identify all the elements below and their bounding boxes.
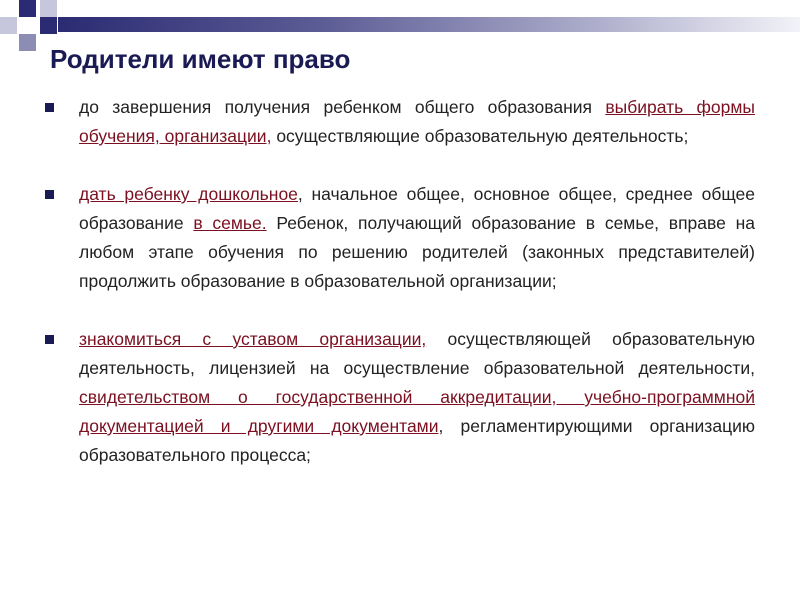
decor-square — [19, 0, 36, 17]
item-text: осуществляющей образовательную деятельность, лицензией на осуществление образовательной деятельности, — [79, 329, 755, 378]
decor-square — [40, 17, 57, 34]
hyperlink[interactable]: дать ребенку дошкольное — [79, 184, 298, 204]
item-text: , начальное общее, основное общее, среднее общее образование — [79, 184, 756, 233]
bullet-item — [45, 180, 755, 296]
decor-square — [40, 0, 57, 17]
square-bullet-icon — [45, 103, 54, 112]
hyperlink[interactable]: выбирать формы обучения, организации, — [79, 97, 755, 146]
square-bullet-icon — [45, 335, 54, 344]
square-bullet-icon — [45, 190, 54, 199]
hyperlink[interactable]: свидетельством о государственной аккредитации, учебно-программной документацией и другими документами — [79, 387, 755, 436]
item-text: Ребенок, получающий образование в семье, вправе на любом этапе обучения по решению родителей (законных представителей) продолжить образование в образовательной организации; — [79, 213, 755, 291]
bullet-list — [45, 93, 755, 470]
bullet-item — [45, 93, 755, 151]
header-gradient-bar — [58, 17, 800, 32]
item-text: осуществляющие образовательную деятельность; — [271, 126, 689, 146]
hyperlink[interactable]: знакомиться с уставом организации, — [79, 329, 427, 349]
decor-square — [19, 34, 36, 51]
item-text: , регламентирующими организацию образовательного процесса; — [79, 416, 755, 465]
decor-square — [0, 17, 17, 34]
bullet-item — [45, 325, 755, 470]
hyperlink[interactable]: в семье. — [193, 213, 267, 233]
slide-title: Родители имеют право — [50, 44, 351, 74]
item-text: до завершения получения ребенком общего образования — [79, 97, 606, 117]
